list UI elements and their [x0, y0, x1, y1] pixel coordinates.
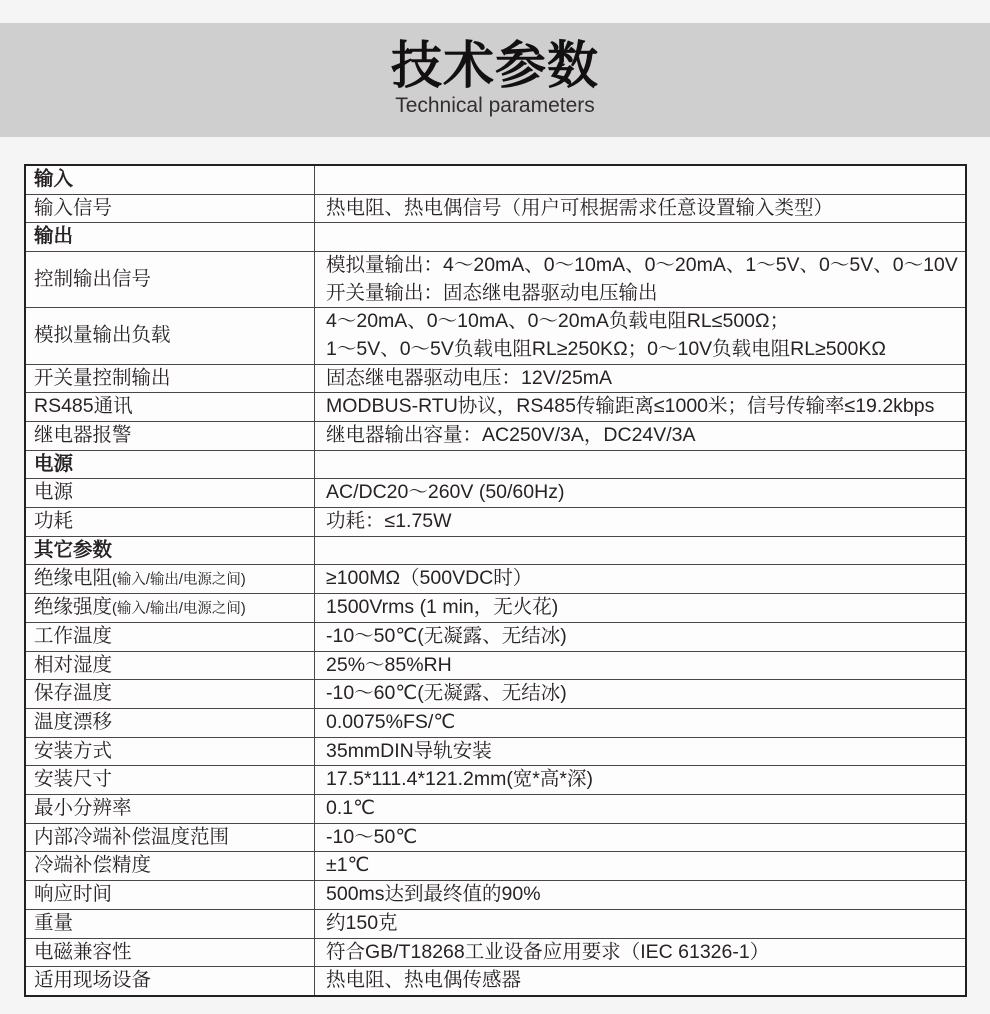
param-name-cell: [25, 852, 315, 881]
param-value-line: 1500Vrms (1 min，无火花): [326, 596, 559, 619]
param-value-cell: [315, 680, 967, 709]
param-name-cell: [25, 881, 315, 910]
param-label: 安装尺寸: [34, 768, 113, 791]
param-name-cell: [25, 622, 315, 651]
param-value-line: ±1℃: [326, 854, 370, 877]
param-value-cell: [315, 308, 967, 364]
param-name-cell: [25, 565, 315, 594]
spec-row: [25, 393, 966, 422]
spec-row: [25, 680, 966, 709]
param-value-line: 0.0075%FS/℃: [326, 710, 456, 733]
param-name-cell: [25, 251, 315, 307]
param-label: 电源: [34, 452, 74, 475]
param-value-line: AC/DC20～260V (50/60Hz): [326, 481, 565, 504]
param-name-cell: [25, 308, 315, 364]
param-label: 最小分辨率: [34, 797, 132, 820]
param-name-cell: [25, 651, 315, 680]
param-label: 输入: [34, 168, 74, 190]
param-label: 电源: [34, 481, 74, 504]
param-label: 输入信号: [34, 196, 113, 219]
param-label: 温度漂移: [34, 710, 113, 733]
param-value-cell: [315, 967, 967, 996]
param-name-cell: [25, 165, 315, 194]
param-value-line: -10～50℃: [326, 825, 418, 848]
param-value-cell: [315, 223, 967, 252]
param-value-cell: [315, 422, 967, 451]
param-name-cell: [25, 364, 315, 393]
param-value-line: ≥100MΩ（500VDC时）: [326, 567, 533, 590]
param-value-line: 继电器输出容量：AC250V/3A，DC24V/3A: [326, 424, 696, 447]
param-name-cell: [25, 450, 315, 479]
spec-row: [25, 881, 966, 910]
param-value-cell: [315, 823, 967, 852]
param-value-cell: [315, 450, 967, 479]
spec-row: [25, 967, 966, 996]
spec-row: [25, 364, 966, 393]
spec-row: [25, 622, 966, 651]
param-label: 绝缘电阻: [34, 567, 113, 590]
param-name-cell: [25, 967, 315, 996]
param-name-cell: [25, 508, 315, 537]
spec-row: [25, 194, 966, 223]
param-value-line: 约150克: [326, 911, 398, 934]
param-value-cell: [315, 393, 967, 422]
param-value-line: 热电阻、热电偶传感器: [326, 969, 522, 992]
spec-row: [25, 565, 966, 594]
param-label: 控制输出信号: [34, 267, 152, 290]
param-value-line: 功耗：≤1.75W: [326, 510, 452, 533]
spec-row: [25, 651, 966, 680]
spec-row: [25, 594, 966, 623]
param-value-line: 符合GB/T18268工业设备应用要求（IEC 61326-1）: [326, 940, 770, 963]
param-label: 保存温度: [34, 682, 113, 705]
param-label: 响应时间: [34, 883, 113, 906]
spec-row: [25, 737, 966, 766]
spec-table-body: [25, 165, 966, 996]
spec-row: [25, 479, 966, 508]
param-label: 工作温度: [34, 624, 113, 647]
param-value-cell: [315, 165, 967, 194]
param-name-cell: [25, 194, 315, 223]
param-label: 冷端补偿精度: [34, 854, 152, 877]
param-value-line: 17.5*111.4*121.2mm(宽*高*深): [326, 768, 593, 791]
param-value-line: -10～60℃(无凝露、无结冰): [326, 682, 567, 705]
title-band: [0, 23, 990, 137]
param-value-cell: [315, 364, 967, 393]
param-value-cell: [315, 508, 967, 537]
tech-params-table: [24, 164, 967, 997]
param-label: 相对湿度: [34, 653, 113, 676]
param-name-cell: [25, 766, 315, 795]
param-name-cell: [25, 223, 315, 252]
param-value-line: 热电阻、热电偶信号（用户可根据需求任意设置输入类型）: [326, 196, 834, 219]
param-label: 适用现场设备: [34, 969, 152, 992]
spec-row: [25, 938, 966, 967]
param-name-cell: [25, 909, 315, 938]
param-name-cell: [25, 823, 315, 852]
param-value-cell: [315, 565, 967, 594]
param-value-cell: [315, 479, 967, 508]
param-label: 功耗: [34, 510, 74, 533]
param-label: 其它参数: [34, 538, 113, 561]
spec-row: [25, 909, 966, 938]
param-label: 开关量控制输出: [34, 366, 171, 389]
param-label: 电磁兼容性: [34, 940, 132, 963]
param-value-line: 35mmDIN导轨安装: [326, 739, 492, 762]
spec-row: [25, 251, 966, 307]
param-value-cell: [315, 708, 967, 737]
param-name-cell: [25, 708, 315, 737]
param-label: 重量: [34, 911, 74, 934]
param-value-line: 0.1℃: [326, 797, 376, 820]
param-value-line: 开关量输出：固态继电器驱动电压输出: [326, 281, 658, 304]
param-value-line: 500ms达到最终值的90%: [326, 883, 541, 906]
param-name-cell: [25, 594, 315, 623]
param-value-cell: [315, 909, 967, 938]
param-name-cell: [25, 479, 315, 508]
param-value-line: 4～20mA、0～10mA、0～20mA负载电阻RL≤500Ω；: [326, 310, 790, 333]
section-row: [25, 450, 966, 479]
param-name-cell: [25, 680, 315, 709]
spec-row: [25, 852, 966, 881]
param-value-cell: [315, 536, 967, 565]
param-value-line: 1～5V、0～5V负载电阻RL≥250KΩ；0～10V负载电阻RL≥500KΩ: [326, 338, 886, 360]
param-value-cell: [315, 622, 967, 651]
param-label: 输出: [34, 225, 74, 248]
param-value-line: 25%～85%RH: [326, 653, 452, 676]
param-name-cell: [25, 422, 315, 451]
param-label: 绝缘强度: [34, 596, 113, 619]
param-name-cell: [25, 393, 315, 422]
param-value-cell: [315, 594, 967, 623]
section-row: [25, 536, 966, 565]
section-row: [25, 223, 966, 252]
param-value-line: 模拟量输出：4～20mA、0～10mA、0～20mA、1～5V、0～5V、0～10V: [326, 253, 958, 276]
param-value-line: MODBUS-RTU协议，RS485传输距离≤1000米；信号传输率≤19.2kbps: [326, 395, 935, 418]
param-value-cell: [315, 852, 967, 881]
param-value-cell: [315, 938, 967, 967]
param-value-line: 固态继电器驱动电压：12V/25mA: [326, 366, 613, 389]
param-label-note: (输入/输出/电源之间): [112, 601, 246, 618]
param-value-line: -10～50℃(无凝露、无结冰): [326, 624, 567, 647]
spec-row: [25, 708, 966, 737]
param-name-cell: [25, 737, 315, 766]
page-subtitle: Technical parameters: [395, 94, 595, 118]
spec-row: [25, 308, 966, 364]
param-name-cell: [25, 536, 315, 565]
spec-row: [25, 795, 966, 824]
param-value-cell: [315, 737, 967, 766]
param-label: RS485通讯: [34, 395, 133, 418]
param-label: 安装方式: [34, 739, 113, 762]
param-label: 继电器报警: [34, 424, 132, 447]
section-row: [25, 165, 966, 194]
spec-row: [25, 823, 966, 852]
spec-row: [25, 508, 966, 537]
param-value-cell: [315, 194, 967, 223]
param-value-cell: [315, 251, 967, 307]
spec-row: [25, 766, 966, 795]
spec-row: [25, 422, 966, 451]
param-name-cell: [25, 938, 315, 967]
page-title: 技术参数: [390, 37, 599, 94]
param-name-cell: [25, 795, 315, 824]
param-value-cell: [315, 651, 967, 680]
param-label-note: (输入/输出/电源之间): [112, 572, 246, 589]
param-value-cell: [315, 795, 967, 824]
param-value-cell: [315, 881, 967, 910]
param-label: 模拟量输出负载: [34, 324, 171, 347]
param-value-cell: [315, 766, 967, 795]
param-label: 内部冷端补偿温度范围: [34, 825, 230, 848]
